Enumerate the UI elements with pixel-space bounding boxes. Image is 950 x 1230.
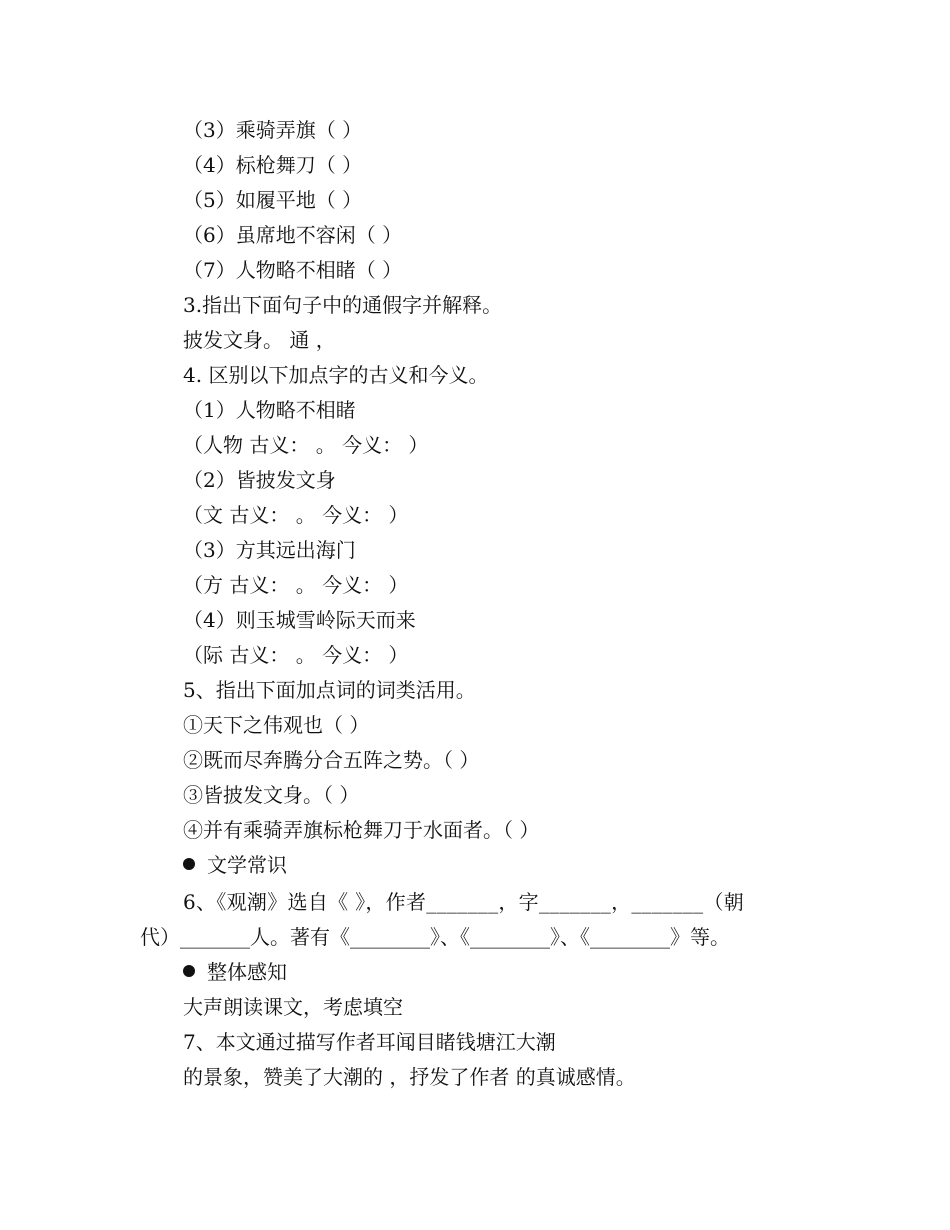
question-4-item-3-answer: （方 古义： 。 今义： ） — [183, 573, 409, 597]
bullet-icon — [183, 858, 195, 870]
section-heading-literature — [183, 852, 287, 878]
question-4-title: 4. 区别以下加点字的古义和今义。 — [183, 363, 489, 387]
reading-instruction: 大声朗读课文，考虑填空 — [183, 995, 403, 1019]
question-6-line-1: 6、《观潮》选自《 》，作者_______，字_______，_______（朝 — [183, 890, 745, 914]
question-2-item-5: （5）如履平地（ ） — [183, 188, 363, 212]
question-4-item-1-answer: （人物 古义： 。 今义： ） — [183, 433, 429, 457]
question-7-line-2: 的景象，赞美了大潮的 ，抒发了作者 的真诚感情。 — [183, 1065, 636, 1089]
question-4-item-4: （4）则玉城雪岭际天而来 — [183, 608, 416, 632]
question-4-item-3: （3）方其远出海门 — [183, 538, 356, 562]
question-4-item-2-answer: （文 古义： 。 今义： ） — [183, 503, 409, 527]
section-heading-overall — [183, 959, 287, 985]
question-5-item-1: ①天下之伟观也（ ） — [183, 713, 370, 737]
section-heading-text: 整体感知 — [207, 960, 287, 984]
question-4-item-4-answer: （际 古义： 。 今义： ） — [183, 643, 409, 667]
question-2-item-4: （4）标枪舞刀（ ） — [183, 153, 363, 177]
question-5-item-3: ③皆披发文身。（ ） — [183, 783, 360, 807]
question-2-item-3: （3）乘骑弄旗（ ） — [183, 118, 363, 142]
section-heading-text: 文学常识 — [207, 853, 287, 877]
bullet-icon — [183, 965, 195, 977]
question-4-item-1: （1）人物略不相睹 — [183, 398, 356, 422]
question-4-item-2: （2）皆披发文身 — [183, 468, 336, 492]
question-5-title: 5、指出下面加点词的词类活用。 — [183, 678, 476, 702]
question-2-item-7: （7）人物略不相睹（ ） — [183, 258, 403, 282]
question-5-item-2: ②既而尽奔腾分合五阵之势。（ ） — [183, 748, 480, 772]
question-7-line-1: 7、本文通过描写作者耳闻目睹钱塘江大潮 — [183, 1030, 556, 1054]
question-3-sentence: 披发文身。 通 ， — [183, 328, 336, 352]
question-6-line-2: 代）_______人。著有《________》、《________》、《________》等。 — [140, 925, 730, 949]
question-2-item-6: （6）虽席地不容闲（ ） — [183, 223, 403, 247]
question-3-title: 3.指出下面句子中的通假字并解释。 — [183, 293, 503, 317]
question-5-item-4: ④并有乘骑弄旗标枪舞刀于水面者。（ ） — [183, 818, 540, 842]
